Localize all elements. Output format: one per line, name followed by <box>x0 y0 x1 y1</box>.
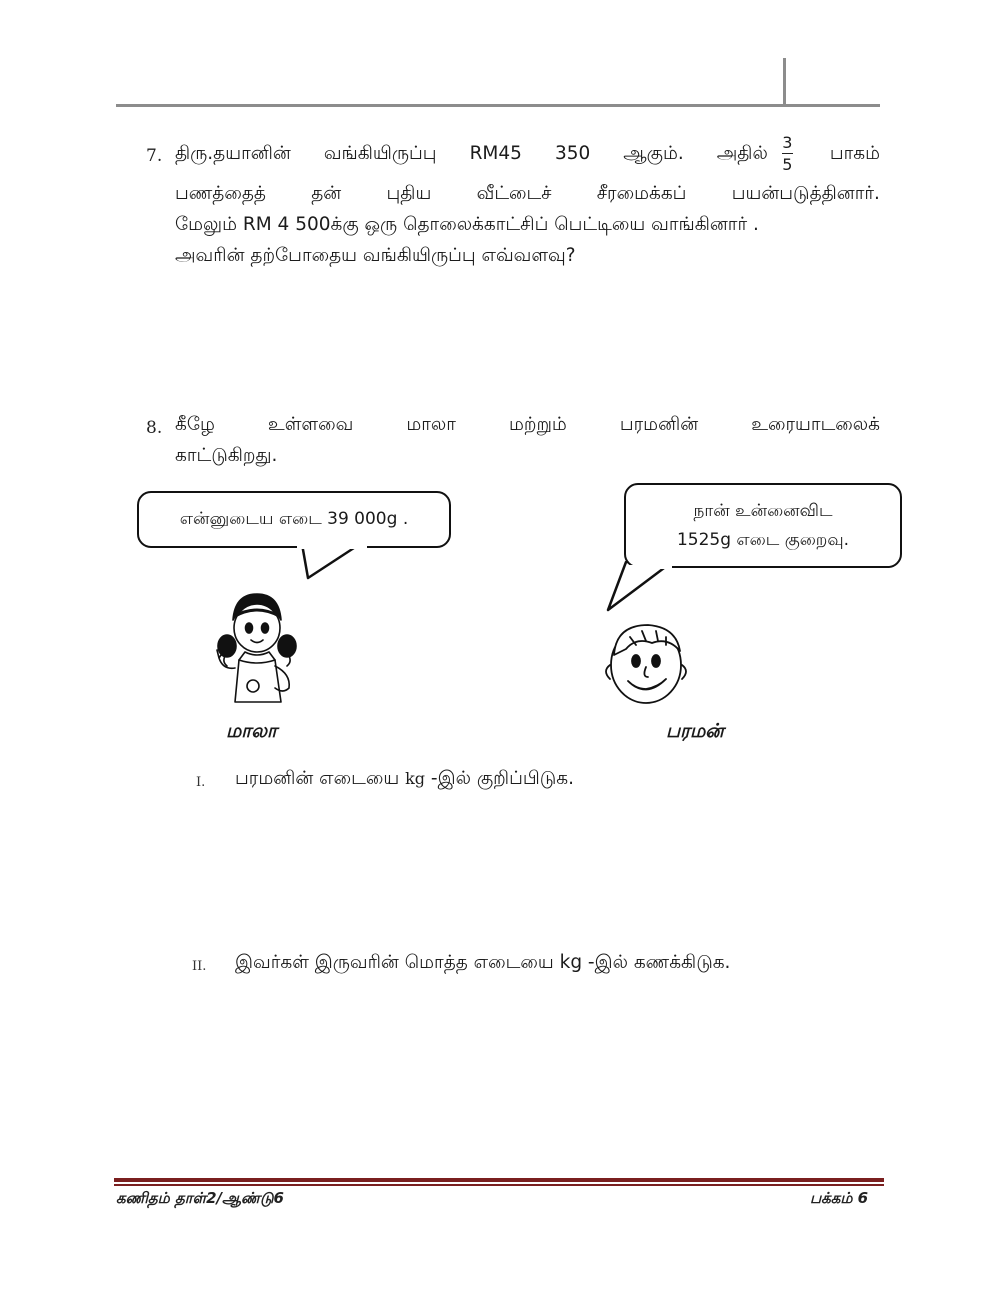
q8-word: பரமனின் <box>619 414 699 435</box>
q7-word: வீட்டைச் <box>476 183 552 204</box>
fraction-denominator: 5 <box>782 154 793 174</box>
q7-word: வங்கியிருப்பு <box>323 142 437 164</box>
q7-line2 <box>175 178 880 209</box>
q8-text <box>175 409 880 471</box>
header-tick <box>783 58 786 105</box>
sub1-numeral: I. <box>196 775 206 790</box>
q7-line1 <box>175 128 880 178</box>
mala-girl-illustration <box>205 590 305 705</box>
sub1-text-b: -இல் குறிப்பிடுக. <box>430 768 574 789</box>
footer-page-number: பக்கம் 6 <box>810 1189 869 1207</box>
q7-word: புதிய <box>386 183 432 204</box>
q7-number: 7. <box>146 146 163 166</box>
footer-rule-thick <box>114 1178 884 1182</box>
q7-word: பயன்படுத்தினார். <box>731 183 880 204</box>
sub2-numeral: II. <box>192 959 207 974</box>
mala-name: மாலா <box>226 720 277 742</box>
header-rule <box>116 104 880 107</box>
q7-word: தன் <box>311 183 342 204</box>
q7-line3: மேலும் RM 4 500க்கு ஒரு தொலைக்காட்சிப் பெட்டியை வாங்கினார் . <box>175 214 759 235</box>
q8-word: உரையாடலைக் <box>751 414 880 435</box>
q8-line2: காட்டுகிறது. <box>175 445 278 466</box>
fraction-numerator: 3 <box>782 132 793 152</box>
sub1-text <box>235 768 574 791</box>
paraman-bubble-line: நான் உன்னைவிட <box>693 500 833 521</box>
paraman-bubble-tail-joint <box>628 565 672 569</box>
q8-word: உள்ளவை <box>267 414 354 435</box>
q7-text <box>175 128 880 271</box>
q8-number: 8. <box>146 418 163 438</box>
paraman-boy-illustration <box>596 615 696 710</box>
paraman-name: பரமன் <box>666 720 724 742</box>
paraman-bubble-line: 1525g எடை குறைவு. <box>676 529 850 550</box>
sub1-text-a: பரமனின் எடையை <box>235 768 400 789</box>
q7-word: பாகம் <box>829 142 880 164</box>
sub1-unit: kg <box>405 769 426 788</box>
q7-line4: அவரின் தற்போதைய வங்கியிருப்பு எவ்வளவு? <box>175 245 576 266</box>
mala-bubble-text: என்னுடைய எடை 39 000g . <box>179 509 409 529</box>
footer-subject: கணிதம் தாள்2/ஆண்டு6 <box>116 1189 284 1207</box>
fraction-bar <box>782 153 793 154</box>
sub2-text: இவர்கள் இருவரின் மொத்த எடையை kg -இல் கணக்கிடுக. <box>235 952 731 973</box>
q7-word: RM45 <box>469 142 522 164</box>
paraman-speech-bubble <box>624 483 902 568</box>
q7-word: சீரமைக்கப் <box>596 183 687 204</box>
mala-bubble-tail-joint <box>297 545 367 549</box>
q7-word: பணத்தைத் <box>175 183 266 204</box>
paraman-bubble-content <box>677 497 849 555</box>
q7-word: திரு.தயானின் <box>175 142 291 164</box>
mala-speech-bubble <box>137 491 451 548</box>
footer-rule-thin <box>114 1184 884 1186</box>
q7-fraction <box>782 134 793 173</box>
q8-word: மாலா <box>406 414 456 435</box>
q7-word: அதில் <box>716 142 768 164</box>
q7-fraction-group <box>717 134 797 173</box>
q7-word: ஆகும். <box>623 142 684 164</box>
q8-line1 <box>175 409 880 440</box>
q8-word: கீழே <box>175 414 215 435</box>
q8-word: மற்றும் <box>508 414 567 435</box>
q7-word: 350 <box>554 142 591 164</box>
